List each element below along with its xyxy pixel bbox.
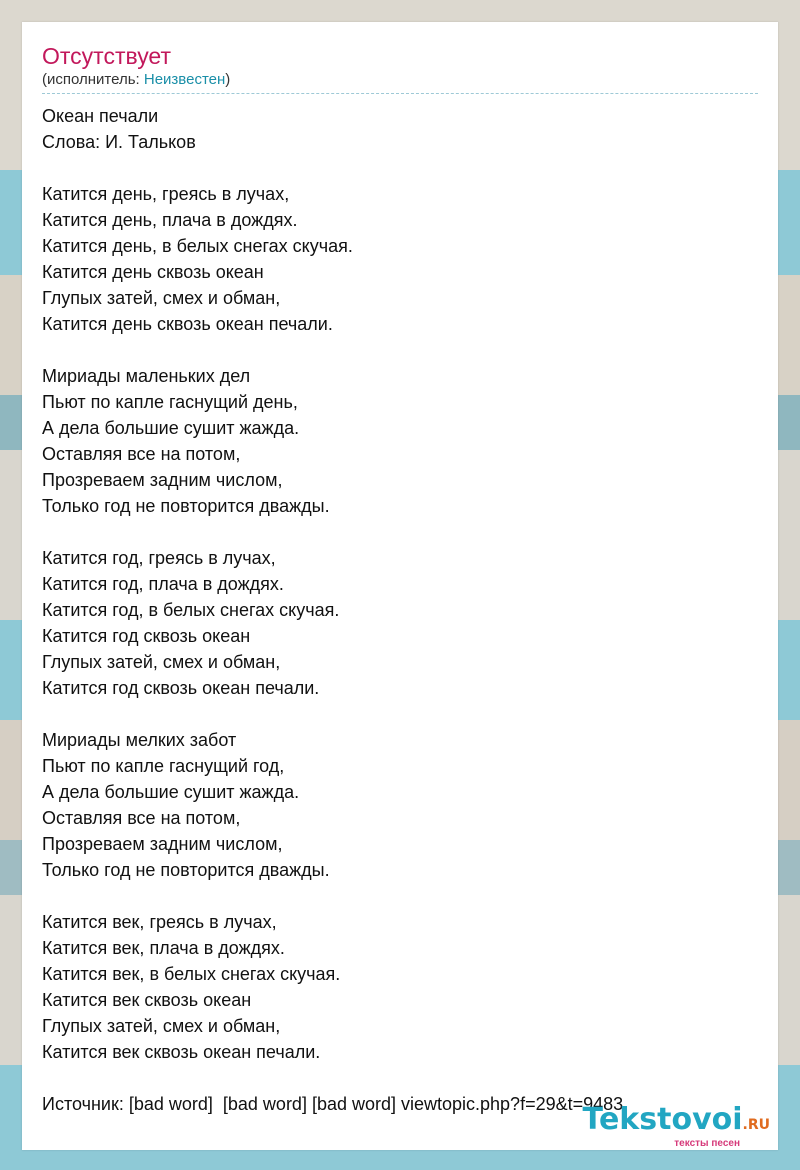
lyric-line xyxy=(42,883,758,909)
lyric-line: Катится год, греясь в лучах, xyxy=(42,548,276,568)
lyric-line: Глупых затей, смех и обман, xyxy=(42,652,281,672)
lyric-line: Катится год сквозь океан xyxy=(42,626,251,646)
lyric-line: А дела большие сушит жажда. xyxy=(42,782,300,802)
lyric-line: Катится день сквозь океан печали. xyxy=(42,314,333,334)
lyrics-card xyxy=(22,22,778,1150)
divider xyxy=(42,93,758,94)
lyric-line: Катится день, греясь в лучах, xyxy=(42,184,290,204)
lyric-line xyxy=(42,701,758,727)
lyric-line: Глупых затей, смех и обман, xyxy=(42,288,281,308)
lyric-line: Катится век сквозь океан печали. xyxy=(42,1042,321,1062)
performer-link[interactable]: Неизвестен xyxy=(143,71,226,88)
lyric-line xyxy=(42,155,758,181)
lyric-line: Океан печали xyxy=(42,106,159,126)
logo-wordmark xyxy=(582,1102,770,1140)
lyric-line: Катится век, в белых снегах скучая. xyxy=(42,964,341,984)
logo-tagline: тексты песен xyxy=(674,1138,740,1149)
lyric-line: Мириады мелких забот xyxy=(42,730,237,750)
performer-line xyxy=(42,70,758,90)
lyric-line: Слова: И. Тальков xyxy=(42,132,196,152)
performer-prefix: (исполнитель: xyxy=(42,71,144,88)
lyric-line: Пьют по капле гаснущий год, xyxy=(42,756,285,776)
lyric-line: Оставляя все на потом, xyxy=(42,444,241,464)
performer-suffix: ) xyxy=(225,71,231,88)
lyric-line: Катится день, плача в дождях. xyxy=(42,210,298,230)
lyric-line: Катится день сквозь океан xyxy=(42,262,264,282)
lyric-line: Катится век, плача в дождях. xyxy=(42,938,285,958)
lyric-line: Катится год сквозь океан печали. xyxy=(42,678,320,698)
lyric-line: Глупых затей, смех и обман, xyxy=(42,1016,281,1036)
lyric-line: Катится век, греясь в лучах, xyxy=(42,912,277,932)
lyric-line: Прозреваем задним числом, xyxy=(42,470,283,490)
lyrics-text xyxy=(42,103,758,1065)
site-logo[interactable] xyxy=(582,1102,770,1149)
source-line: Источник: [bad word] [bad word] [bad word] viewtopic.php?f=29&t=9483 xyxy=(42,1094,624,1114)
logo-tld: .RU xyxy=(742,1117,770,1133)
lyric-line: Мириады маленьких дел xyxy=(42,366,251,386)
lyric-line: Катится год, плача в дождях. xyxy=(42,574,284,594)
lyric-line: Прозреваем задним числом, xyxy=(42,834,283,854)
lyric-line: Катится день, в белых снегах скучая. xyxy=(42,236,353,256)
song-title: Отсутствует xyxy=(42,43,171,69)
lyric-line: Катится год, в белых снегах скучая. xyxy=(42,600,340,620)
lyric-line: Только год не повторится дважды. xyxy=(42,860,330,880)
lyric-line xyxy=(42,337,758,363)
lyric-line xyxy=(42,519,758,545)
lyric-line: Только год не повторится дважды. xyxy=(42,496,330,516)
logo-name: Tekstovoi xyxy=(582,1102,743,1137)
lyric-line: Оставляя все на потом, xyxy=(42,808,241,828)
lyric-line: Катится век сквозь океан xyxy=(42,990,252,1010)
lyric-line: А дела большие сушит жажда. xyxy=(42,418,300,438)
lyric-line: Пьют по капле гаснущий день, xyxy=(42,392,298,412)
